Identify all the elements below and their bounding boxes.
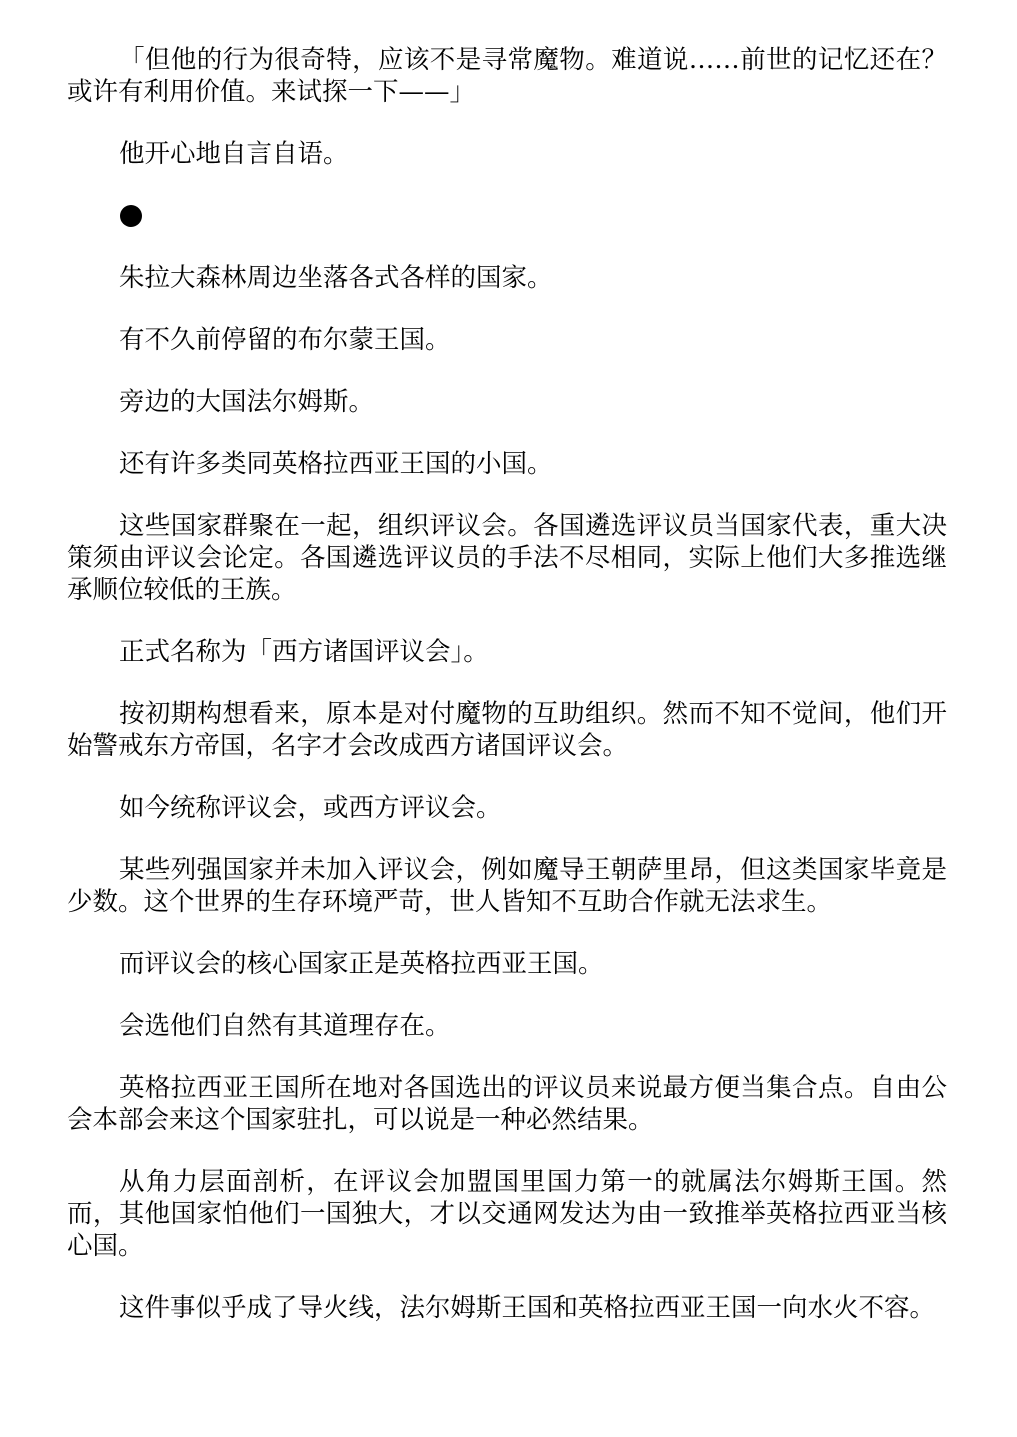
paragraph: 如今统称评议会，或西方评议会。 (119, 793, 502, 823)
paragraph: 这件事似乎成了导火线，法尔姆斯王国和英格拉西亚王国一向水火不容。 (119, 1293, 936, 1323)
paragraph: 他开心地自言自语。 (119, 139, 349, 169)
paragraph: 按初期构想看来，原本是对付魔物的互助组织。然而不知不觉间，他们开始警戒东方帝国，名字才会改成西方诸国评议会。 (67, 699, 947, 761)
paragraph: 某些列强国家并未加入评议会，例如魔导王朝萨里昂，但这类国家毕竟是少数。这个世界的生存环境严苛，世人皆知不互助合作就无法求生。 (67, 855, 947, 917)
paragraph: 会选他们自然有其道理存在。 (119, 1011, 451, 1041)
paragraph: 「但他的行为很奇特，应该不是寻常魔物。难道说……前世的记忆还在？或许有利用价值。来试探一下——」 (67, 45, 947, 107)
paragraph: 英格拉西亚王国所在地对各国选出的评议员来说最方便当集合点。自由公会本部会来这个国家驻扎，可以说是一种必然结果。 (67, 1073, 947, 1135)
paragraph: 这些国家群聚在一起，组织评议会。各国遴选评议员当国家代表，重大决策须由评议会论定。各国遴选评议员的手法不尽相同，实际上他们大多推选继承顺位较低的王族。 (67, 511, 947, 605)
paragraph: 有不久前停留的布尔蒙王国。 (119, 325, 451, 355)
paragraph: 而评议会的核心国家正是英格拉西亚王国。 (119, 949, 604, 979)
document-page (67, 44, 947, 1354)
paragraph: 朱拉大森林周边坐落各式各样的国家。 (119, 263, 553, 293)
paragraph: 从角力层面剖析，在评议会加盟国里国力第一的就属法尔姆斯王国。然而，其他国家怕他们一国独大，才以交通网发达为由一致推举英格拉西亚当核心国。 (67, 1167, 947, 1261)
section-divider (119, 200, 947, 232)
paragraph: 旁边的大国法尔姆斯。 (119, 387, 375, 417)
paragraph: 还有许多类同英格拉西亚王国的小国。 (119, 449, 553, 479)
bullet-dot-icon (120, 205, 142, 227)
paragraph: 正式名称为「西方诸国评议会」。 (119, 637, 489, 667)
